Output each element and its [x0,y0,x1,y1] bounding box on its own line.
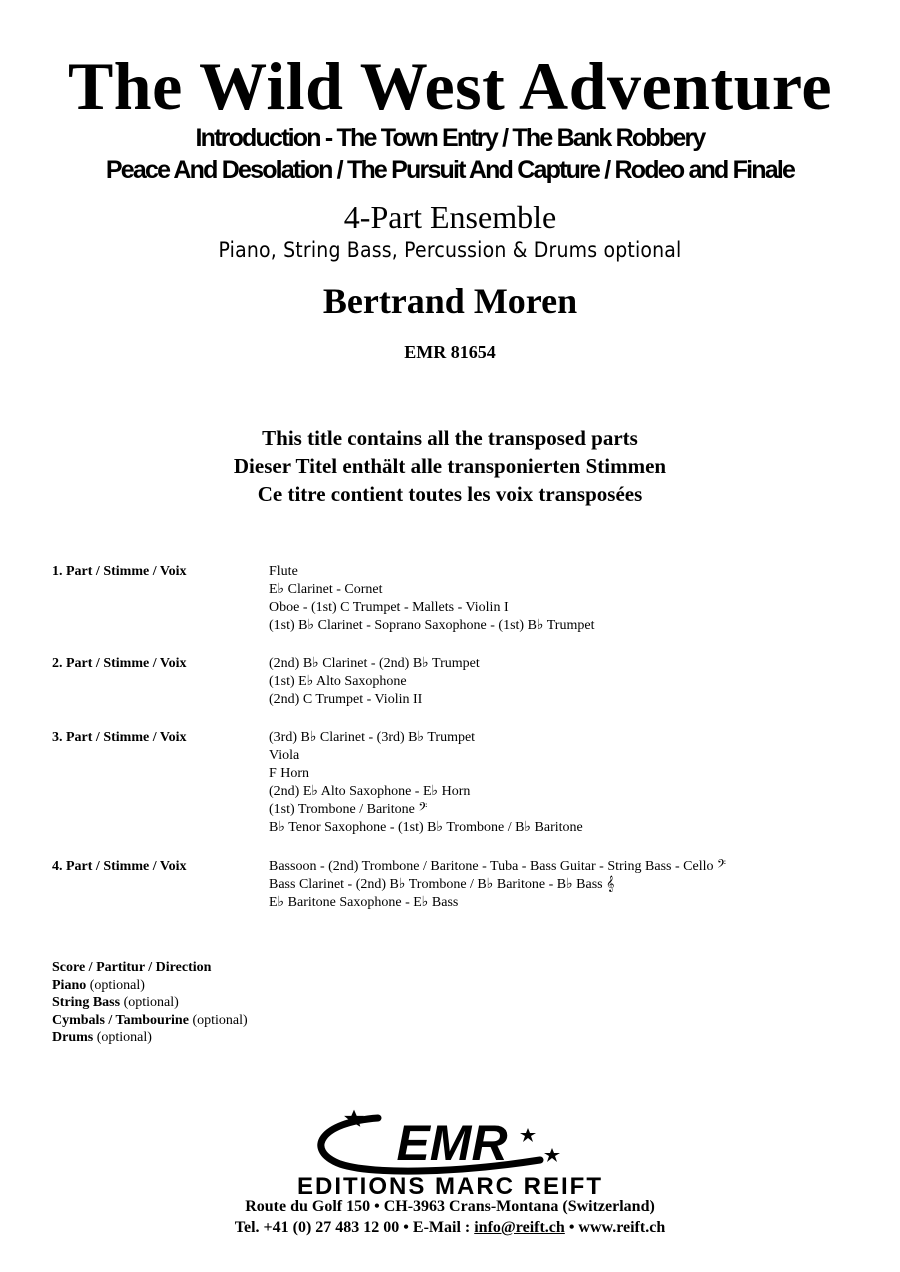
publisher-contact [0,1217,900,1239]
transposition-notice-en: This title contains all the transposed parts [262,426,638,450]
ensemble-type: 4-Part Ensemble [343,199,557,235]
part-3-label: 3. Part / Stimme / Voix [52,730,187,745]
instrument-line: F Horn [269,766,310,781]
extra-part-note: (optional) [120,995,179,1011]
instrument-line: Bass Clarinet - (2nd) B♭ Trombone / B♭ Baritone - B♭ Bass 𝄞 [269,877,615,892]
instrument-line: Flute [269,564,298,579]
extra-part-string-bass [52,994,248,1012]
extra-part-cymbals [52,1012,248,1030]
part-2-label: 2. Part / Stimme / Voix [52,656,187,671]
extra-part-name: Score / Partitur / Direction [52,960,212,975]
instrument-line: (1st) E♭ Alto Saxophone [269,674,407,689]
extra-part-name: String Bass [52,995,121,1011]
extra-part-note: (optional) [188,1012,248,1028]
subtitle-line-1: Introduction - The Town Entry / The Bank Robbery [195,124,705,152]
instrument-line: (1st) Trombone / Baritone 𝄢 [269,802,428,817]
extra-parts-list [52,959,248,1047]
instrument-line: (2nd) C Trumpet - Violin II [269,692,423,707]
extra-part-drums [52,1029,248,1047]
extra-part-name: Drums [52,1030,94,1046]
subtitle-line-2: Peace And Desolation / The Pursuit And Capture / Rodeo and Finale [105,156,795,184]
transposition-notice-fr: Ce titre contient toutes les voix transposées [257,482,643,506]
instrument-line: (3rd) B♭ Clarinet - (3rd) B♭ Trumpet [269,730,476,745]
website-text: • www.reift.ch [564,1219,666,1236]
phone-text: Tel. +41 (0) 27 483 12 00 • E-Mail : [234,1219,475,1236]
emr-logo [300,1108,600,1180]
instrument-line: (1st) B♭ Clarinet - Soprano Saxophone - (1st) B♭ Trumpet [269,618,595,633]
extra-part-note: (optional) [86,977,145,993]
instrument-line: E♭ Baritone Saxophone - E♭ Bass [269,895,459,910]
instrument-line: Viola [269,748,300,763]
instrument-line: B♭ Tenor Saxophone - (1st) B♭ Trombone / B♭ Baritone [269,820,583,835]
extra-part-name: Cymbals / Tambourine [52,1012,189,1028]
part-3-instruments [269,729,583,837]
transposition-notice-de: Dieser Titel enthält alle transponierten Stimmen [233,454,667,478]
part-2-instruments [269,655,480,709]
extra-part-score [52,959,248,977]
extra-part-note: (optional) [93,1030,152,1046]
instrument-line: Oboe - (1st) C Trumpet - Mallets - Violin I [269,600,509,615]
instrument-line: (2nd) B♭ Clarinet - (2nd) B♭ Trumpet [269,656,480,671]
instrument-line: (2nd) E♭ Alto Saxophone - E♭ Horn [269,784,471,799]
instrument-line: Bassoon - (2nd) Trombone / Baritone - Tuba - Bass Guitar - String Bass - Cello 𝄢 [269,859,726,874]
page-title: The Wild West Adventure [67,48,833,124]
email-link[interactable]: info@reift.ch [474,1219,565,1236]
logo-text: EMR [396,1115,508,1171]
instrument-line: E♭ Clarinet - Cornet [269,582,383,597]
publisher-name: EDITIONS MARC REIFT [297,1173,603,1200]
composer-name: Bertrand Moren [322,281,578,321]
extra-part-name: Piano [52,977,87,993]
part-4-label: 4. Part / Stimme / Voix [52,859,187,874]
part-1-label: 1. Part / Stimme / Voix [52,564,187,579]
extra-part-piano [52,977,248,995]
publisher-address: Route du Golf 150 • CH-3963 Crans-Montana (Switzerland) [245,1198,655,1215]
catalog-number: EMR 81654 [404,342,496,362]
instrumentation: Piano, String Bass, Percussion & Drums optional [218,238,682,262]
part-4-instruments [269,858,726,912]
part-1-instruments [269,563,594,635]
